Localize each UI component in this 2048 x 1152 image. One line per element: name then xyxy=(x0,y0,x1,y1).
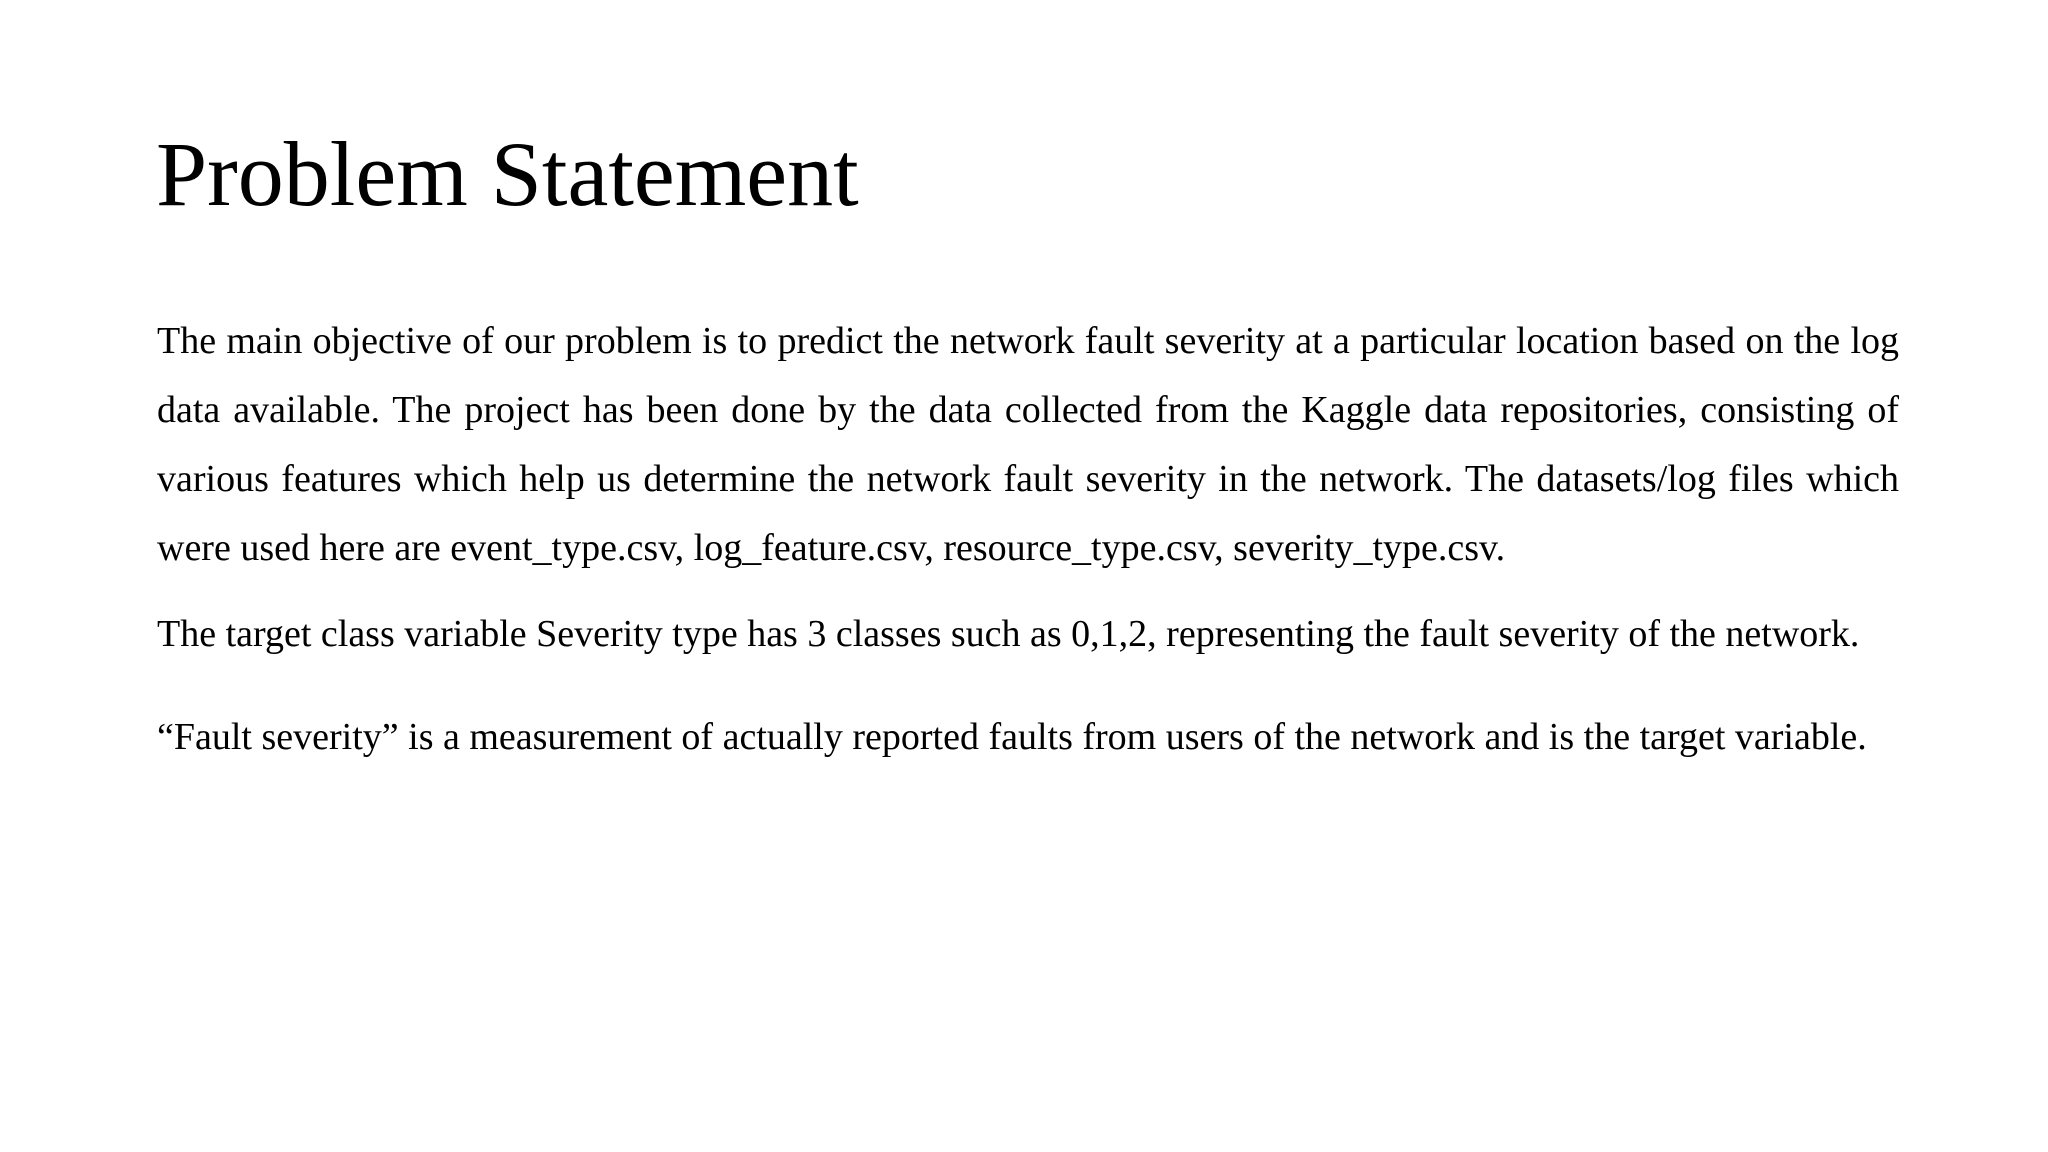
slide-title: Problem Statement xyxy=(156,123,859,225)
objective-paragraph: The main objective of our problem is to predict the network fault severity at a particular location based on the log data available. The project has been done by the data collected from the Kaggle data repositories, consisting of various features which help us determine the network fault severity in the network. The datasets/log files which were used here are event_type.csv, log_feature.csv, resource_type.csv, severity_type.csv. xyxy=(157,320,1899,569)
slide-body xyxy=(157,307,1899,772)
fault-severity-paragraph: “Fault severity” is a measurement of actually reported faults from users of the network and is the target variable. xyxy=(157,716,1867,758)
target-class-paragraph: The target class variable Severity type has 3 classes such as 0,1,2, representing the fault severity of the network. xyxy=(157,613,1860,655)
